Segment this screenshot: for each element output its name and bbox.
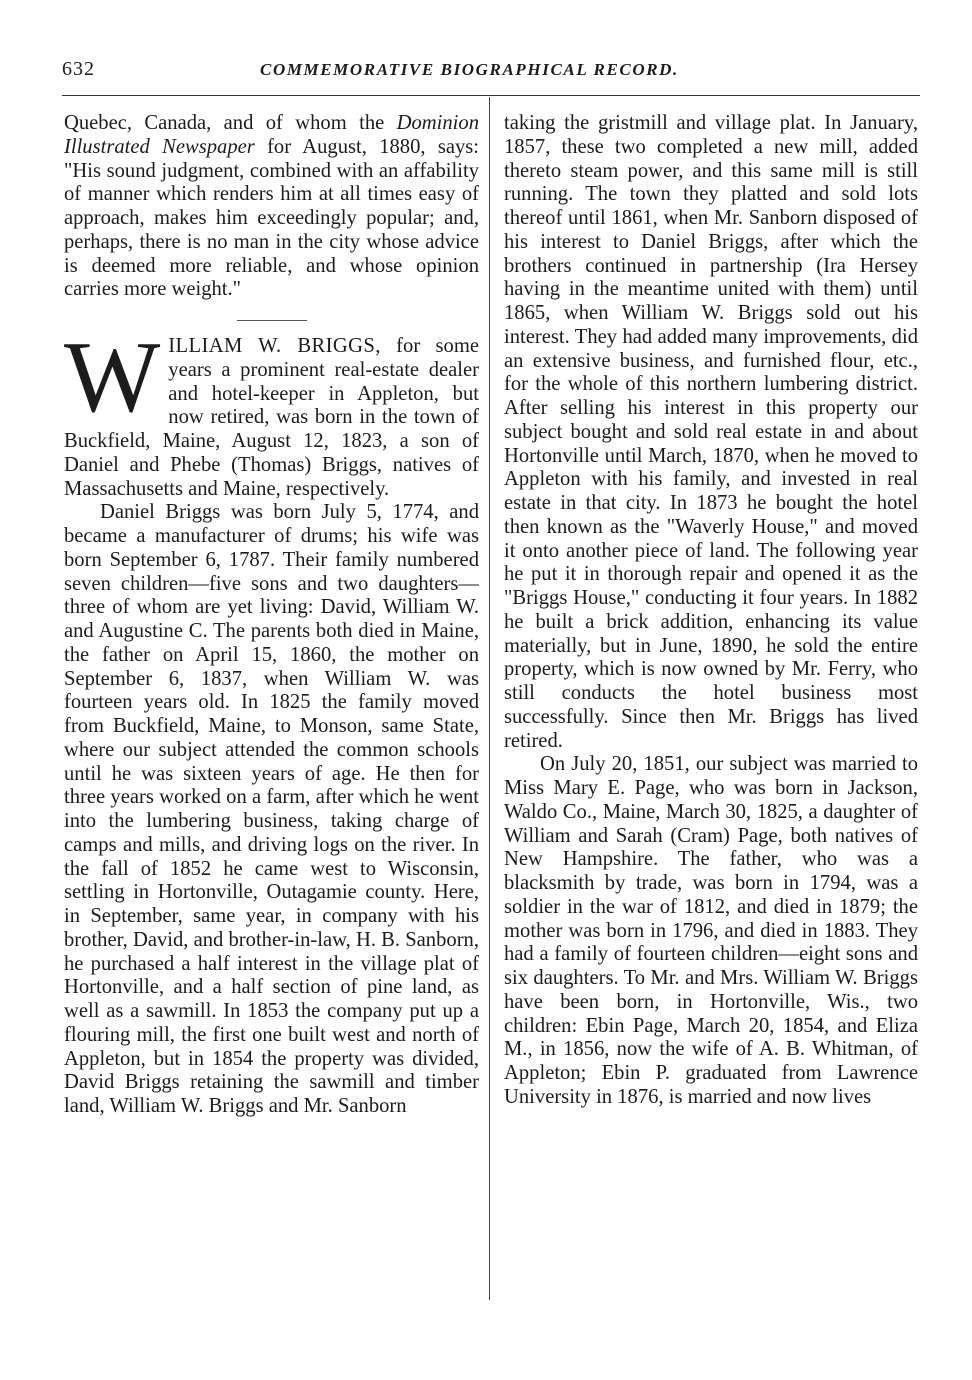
page-number: 632	[62, 58, 95, 80]
newspaper-title: Dominion Illustrated Newspaper	[64, 112, 479, 158]
body-paragraph: Daniel Briggs was born July 5, 1774, and became a manufacturer of drums; his wife was born September 6, 1787. Their family numbered seven children—five sons and two daughters—three of whom are yet living: David, William W. and Augustine C. The parents both died in Maine, the father on April 15, 1860, the mother on September 6, 1837, when William W. was fourteen years old. In 1825 the family moved from Buckfield, Maine, to Monson, same State, where our subject attended the common schools until he was sixteen years of age. He then for three years worked on a farm, after which he went into the lumbering business, taking charge of camps and mills, and driving logs on the river. In the fall of 1852 he came west to Wisconsin, settling in Hortonville, Outagamie county. Here, in September, same year, in company with his brother, David, and brother-in-law, H. B. Sanborn, he purchased a half interest in the village plat of Hortonville, and a half section of pine land, as well as a sawmill. In 1853 the company put up a flouring mill, the first one built west and north of Appleton, but in 1854 the property was divided, David Briggs retaining the sawmill and timber land, William W. Briggs and Mr. Sanborn	[64, 501, 479, 1117]
article-opening-paragraph	[64, 321, 479, 501]
continuation-paragraph	[64, 112, 479, 302]
running-title: COMMEMORATIVE BIOGRAPHICAL RECORD.	[260, 60, 679, 79]
section-separator	[237, 320, 307, 321]
continuation-text-pre: Quebec, Canada, and of whom the	[64, 112, 397, 134]
page-header	[62, 58, 920, 84]
drop-cap: W	[64, 321, 161, 434]
left-column	[64, 112, 479, 1119]
right-column	[504, 112, 918, 1110]
article-intro-text: for some years a prominent real-estate dealer and hotel-keeper in Appleton, but now retired, was born in the town of Buckfield, Maine, August 12, 1823, a son of Daniel and Phebe (Thomas) Briggs, natives of Massachusetts and Maine, respectively.	[64, 335, 479, 500]
body-paragraph: On July 20, 1851, our subject was married to Miss Mary E. Page, who was born in Jackson, Waldo Co., Maine, March 30, 1825, a daughter of William and Sarah (Cram) Page, both natives of New Hampshire. The father, who was a blacksmith by trade, was born in 1794, was a soldier in the war of 1812, and died in 1879; the mother was born in 1796, and died in 1883. They had a family of fourteen children—eight sons and six daughters. To Mr. and Mrs. William W. Briggs have been born, in Hortonville, Wis., two children: Ebin Page, March 20, 1854, and Eliza M., in 1856, now the wife of A. B. Whitman, of Appleton; Ebin P. graduated from Lawrence University in 1876, is married and now lives	[504, 753, 918, 1108]
body-paragraph: taking the gristmill and village plat. In January, 1857, these two completed a new mill, added thereto steam power, and this same mill is still running. The town they platted and sold lots thereof until 1861, when Mr. Sanborn disposed of his interest to Daniel Briggs, after which the brothers continued in partnership (Ira Hersey having in the meantime united with them) until 1865, when William W. Briggs sold out his interest. They had added many improvements, did an extensive business, and furnished flour, etc., for the whole of this northern lumbering district. After selling his interest in this property our subject bought and sold real estate in and about Hortonville until March, 1870, when he moved to Appleton with his family, and invested in real estate in that city. In 1873 he bought the hotel then known as the "Waverly House," and moved it onto another piece of land. The following year he put it in thorough repair and opened it as the "Briggs House," conducting it four years. In 1882 he built a brick addition, enhancing its value materially, but in June, 1890, he sold the entire property, which is now owned by Mr. Ferry, who still conducts the hotel business most successfully. Since then Mr. Briggs has lived retired.	[504, 112, 918, 752]
continuation-text-post: for August, 1880, says: "His sound judgment, combined with an affability of manner which renders him at all times easy of approach, makes him exceedingly popular; and, perhaps, there is no man in the city whose advice is deemed more reliable, and whose opinion carries more weight."	[64, 135, 480, 301]
header-rule	[62, 95, 920, 96]
column-divider	[489, 97, 490, 1300]
article-lead-name: ILLIAM W. BRIGGS,	[168, 335, 381, 357]
